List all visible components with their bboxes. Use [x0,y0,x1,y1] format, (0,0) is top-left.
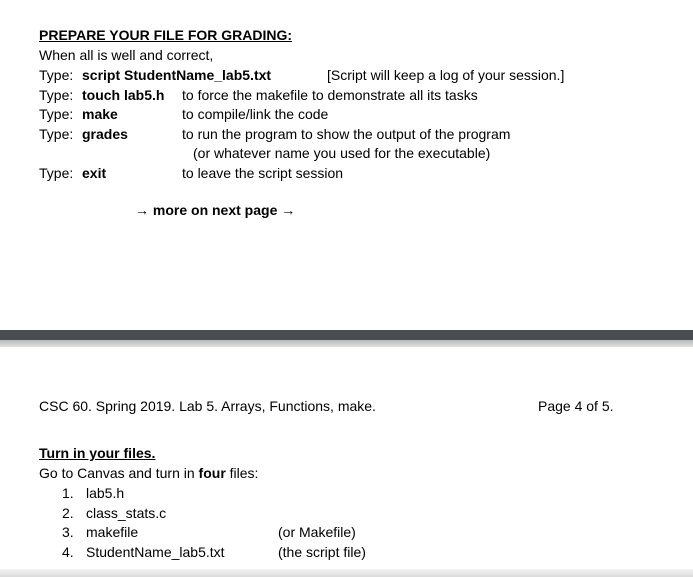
command-note-continued: (or whatever name you used for the executable) [193,145,491,161]
page-separator [0,330,693,340]
page-separator-shadow [0,340,693,347]
file-name: lab5.h [86,485,125,501]
type-label: Type: [39,126,74,142]
file-note: (the script file) [278,544,366,560]
command-text: grades [82,126,128,142]
page-number: Page 4 of 5. [538,398,614,414]
file-name: makefile [86,524,139,540]
file-number: 2. [62,505,74,521]
grading-heading: PREPARE YOUR FILE FOR GRADING: [39,27,293,43]
command-script [82,66,271,84]
next-page-text: more on next page [152,202,278,218]
command-note: to compile/link the code [182,106,329,122]
command-note: to leave the script session [182,165,344,181]
command-make [82,105,118,123]
file-note: (or Makefile) [278,524,356,540]
turnin-heading: Turn in your files. [39,445,156,461]
turnin-intro-text: Go to Canvas and turn in [39,465,199,481]
arrow-right-icon: → [281,202,296,218]
type-label: Type: [39,106,74,122]
command-text: make [82,106,118,122]
file-number: 3. [62,524,74,540]
grading-intro: When all is well and correct, [39,47,214,63]
command-note: to force the makefile to demonstrate all its tasks [182,87,478,103]
file-name: class_stats.c [86,505,167,521]
command-exit [82,164,106,182]
file-number: 1. [62,485,74,501]
type-label: Type: [39,87,74,103]
command-text: exit [82,165,107,181]
command-touch [82,86,164,104]
file-number: 4. [62,544,74,560]
command-grades [82,125,128,143]
turnin-intro [39,464,258,482]
command-text: touch lab5.h [82,87,165,103]
type-label: Type: [39,165,74,181]
arrow-right-icon: → [135,202,149,218]
command-note: [Script will keep a log of your session.] [327,67,565,83]
next-page-note [135,201,295,219]
turnin-intro-text: files: [225,465,259,481]
command-note: to run the program to show the output of the program [182,126,511,142]
type-label: Type: [39,67,74,83]
page-bottom-edge [0,569,693,577]
command-text: script StudentName_lab5.txt [82,67,272,83]
file-name: StudentName_lab5.txt [86,544,225,560]
page-header-left: CSC 60. Spring 2019. Lab 5. Arrays, Functions, make. [39,398,376,414]
turnin-count: four [198,465,226,481]
